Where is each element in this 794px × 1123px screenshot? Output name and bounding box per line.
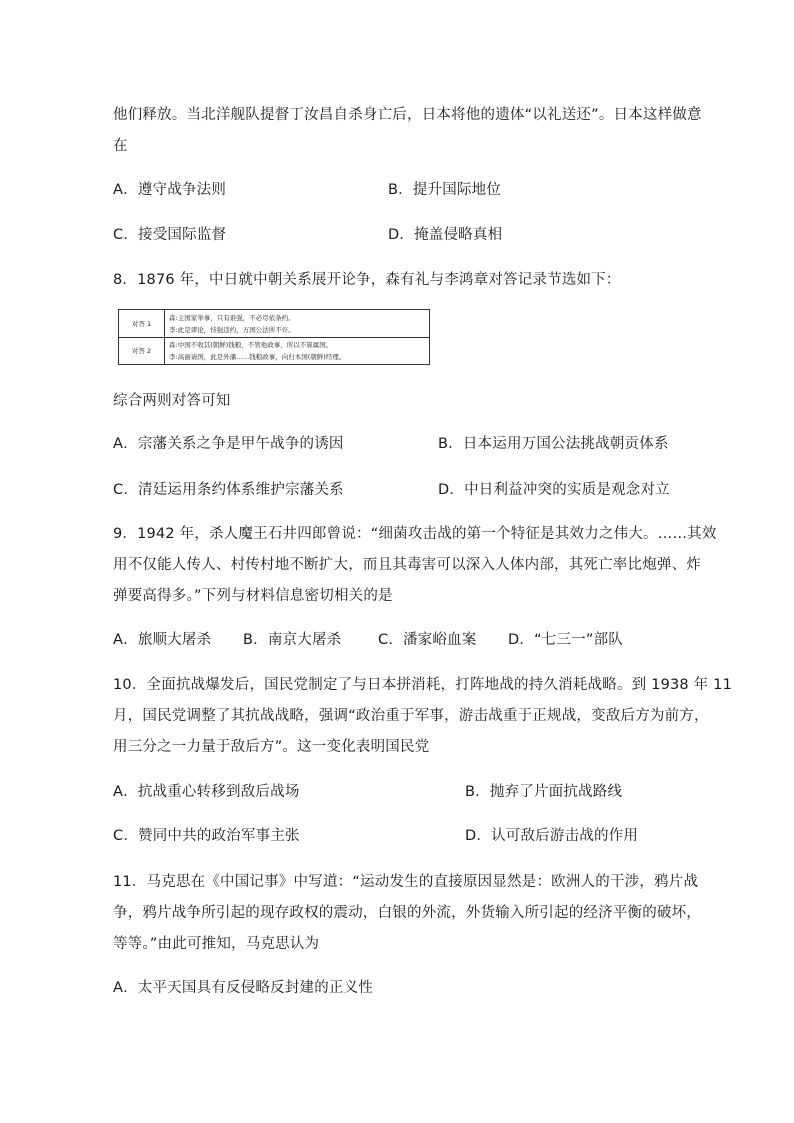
q10-option-d[interactable]: D．认可敌后游击战的作用 [465, 828, 639, 844]
q9-stem-line-1: 9．1942 年，杀人魔王石井四郎曾说：“细菌攻击战的第一个特征是其效力之伟大。……其效 [113, 526, 717, 542]
table-row-label: 对答 2 [119, 337, 165, 364]
q9-stem-line-2: 用不仅能人传人、村传村地不断扩大，而且其毒害可以深入人体内部，其死亡率比炮弹、炸 [113, 557, 701, 573]
q8-stem: 8．1876 年，中日就中朝关系展开论争，森有礼与李鸿章对答记录节选如下： [113, 272, 621, 288]
q9-option-c[interactable]: C．潘家峪血案 [378, 632, 477, 648]
q11-option-a[interactable]: A．太平天国具有反侵略反封建的正义性 [113, 980, 374, 996]
q7-stem-line-2: 在 [113, 138, 128, 154]
q7-option-c[interactable]: C．接受国际监督 [113, 227, 227, 243]
q10-option-b[interactable]: B．抛弃了片面抗战路线 [465, 784, 623, 800]
q9-stem-line-3: 弹要高得多。”下列与材料信息密切相关的是 [113, 588, 393, 604]
q10-stem-line-3: 用三分之一力量于敌后方”。这一变化表明国民党 [113, 739, 430, 755]
q7-option-b[interactable]: B．提升国际地位 [388, 182, 502, 198]
table-row [119, 310, 429, 338]
q8-option-d[interactable]: D．中日利益冲突的实质是观念对立 [438, 482, 670, 498]
q10-stem-line-2: 月，国民党调整了其抗战战略，强调“政治重于军事，游击战重于正规战，变敌后方为前方， [113, 708, 709, 724]
q11-stem-line-2: 争，鸦片战争所引起的现存政权的震动，白银的外流，外货输入所引起的经济平衡的破坏， [113, 905, 701, 921]
table-row-text: 李:高丽请国，此是外藩……钱粮政事，向归本国(朝鲜)经理。 [169, 353, 346, 361]
table-row [119, 337, 429, 364]
q8-prompt: 综合两则对答可知 [113, 393, 231, 409]
q8-option-a[interactable]: A．宗藩关系之争是甲午战争的诱因 [113, 436, 344, 452]
q8-option-c[interactable]: C．清廷运用条约体系维护宗藩关系 [113, 482, 344, 498]
q9-option-a[interactable]: A．旅顺大屠杀 [113, 632, 212, 648]
q11-stem-line-1: 11．马克思在《中国记事》中写道：“运动发生的直接原因显然是：欧洲人的干涉，鸦片战 [113, 874, 699, 890]
q11-stem-line-3: 等等。”由此可推知，马克思认为 [113, 936, 320, 952]
q10-option-a[interactable]: A．抗战重心转移到敌后战场 [113, 784, 300, 800]
q7-stem-line-1: 他们释放。当北洋舰队提督丁汝昌自杀身亡后，日本将他的遗体“以礼送还”。日本这样做意 [113, 107, 702, 123]
table-row-label: 对答 1 [119, 310, 165, 337]
q10-stem-line-1: 10．全面抗战爆发后，国民党制定了与日本拼消耗，打阵地战的持久消耗战略。到 1938 年 11 [113, 677, 733, 693]
table-row-text: 森:中国不收其(朝鲜)钱粮，不管他政事，所以不算属国。 [169, 341, 333, 349]
q8-option-b[interactable]: B．日本运用万国公法挑战朝贡体系 [438, 436, 669, 452]
table-row-text: 森:主国家举事，只有谁强，不必尽依条约。 [169, 314, 295, 322]
table-row-text: 李:此是谬论，恃强违约，万国公法所不许。 [169, 326, 295, 334]
q9-option-b[interactable]: B．南京大屠杀 [243, 632, 342, 648]
q8-dialogue-table [118, 309, 430, 365]
q10-option-c[interactable]: C．赞同中共的政治军事主张 [113, 828, 300, 844]
q7-option-a[interactable]: A．遵守战争法则 [113, 182, 227, 198]
q7-option-d[interactable]: D．掩盖侵略真相 [388, 227, 503, 243]
q9-option-d[interactable]: D．“七三一”部队 [508, 632, 623, 648]
